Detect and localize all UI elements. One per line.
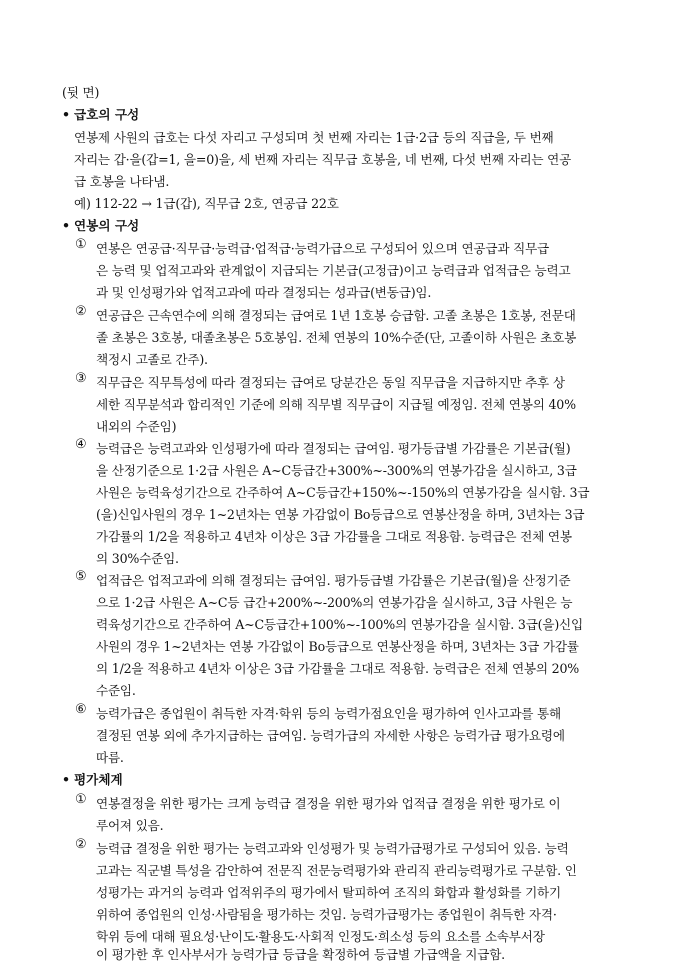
section-evaluation-heading (62, 769, 123, 788)
item-line: 연봉은 연공급·직무급·능력급·업적급·능력가급으로 구성되어 있으며 연공급과 직무급 (96, 241, 550, 256)
item-line: 졸 초봉은 3호봉, 대졸초봉은 5호봉임. 전체 연봉의 10%수준(단, 고졸이하 사원은 초호봉 (96, 330, 577, 345)
item-line: 내외의 수준임) (96, 419, 177, 434)
item-line: 능력급은 능력고과와 인성평가에 따라 결정되는 급여임. 평가등급별 가감률은 기본급(월) (96, 441, 571, 456)
eval-item-number-1: ① (75, 792, 87, 807)
section-grade-heading (62, 104, 139, 123)
item-line: 세한 직무분석과 합리적인 기준에 의해 직무별 직무급이 지급될 예정임. 전체 연봉의 40% (96, 397, 576, 412)
section-title: 평가체계 (74, 772, 123, 787)
item-line: (을)신입사원의 경우 1~2년차는 연봉 가감없이 Bo등급으로 연봉산정을 하며, 3년차는 3급 (96, 507, 585, 522)
paragraph-line: 연봉제 사원의 급호는 다섯 자리고 구성되며 첫 번째 자리는 1급·2급 등의 직급을, 두 번째 (74, 130, 554, 145)
item-line: 으로 1·2급 사원은 A~C등 급간+200%~-200%의 연봉가감을 실시하고, 3급 사원은 능 (96, 595, 573, 610)
section-title: 급호의 구성 (74, 107, 140, 122)
item-line: 사원은 능력육성기간으로 간주하여 A~C등급간+150%~-150%의 연봉가감을 실시함. 3급 (96, 485, 590, 500)
back-side-label: (뒷 면) (62, 85, 100, 100)
item-line: 연공급은 근속연수에 의해 결정되는 급여로 1년 1호봉 승급함. 고졸 초봉은 1호봉, 전문대 (96, 308, 576, 323)
item-line: 연봉결정을 위한 평가는 크게 능력급 결정을 위한 평가와 업적급 결정을 위한 평가로 이 (96, 796, 561, 811)
item-number-1: ① (75, 237, 87, 252)
item-number-5: ⑤ (75, 569, 87, 584)
item-line: 성평가는 과거의 능력과 업적위주의 평가에서 탈피하여 조직의 화합과 활성화를 기하기 (96, 885, 561, 900)
item-line: 수준임. (96, 683, 136, 698)
item-line: 업적급은 업적고과에 의해 결정되는 급여임. 평가등급별 가감률은 기본급(월)을 산정기준 (96, 573, 571, 588)
item-line: 은 능력 및 업적고과와 관계없이 지급되는 기본급(고정급)이고 능력급과 업적급은 능력고 (96, 263, 571, 278)
bullet-icon: • (62, 218, 71, 233)
item-line: 책정시 고졸로 간주). (96, 352, 208, 367)
item-line: 의 30%수준임. (96, 551, 179, 566)
paragraph-line: 급 호봉을 나타냄. (74, 174, 170, 189)
item-number-4: ④ (75, 437, 87, 452)
item-line: 이 평가한 후 인사부서가 능력가급 등급을 확정하여 등급별 가급액을 지급함. (96, 947, 505, 962)
item-line: 사원의 경우 1~2년차는 연봉 가감없이 Bo등급으로 연봉산정을 하며, 3년차는 3급 가감률 (96, 639, 579, 654)
item-line: 직무급은 직무특성에 따라 결정되는 급여로 당분간은 동일 직무급을 지급하지만 추후 상 (96, 375, 565, 390)
item-line: 의 1/2을 적용하고 4년차 이상은 3급 가감률을 그대로 적용함. 능력급은 전체 연봉의 20% (96, 661, 580, 676)
item-number-6: ⑥ (75, 702, 87, 717)
section-salary-heading (62, 215, 139, 234)
item-line: 학위 등에 대해 필요성·난이도·활용도·사회적 인정도·희소성 등의 요소를 소속부서장 (96, 929, 545, 944)
item-line: 능력급 결정을 위한 평가는 능력고과와 인성평가 및 능력가급평가로 구성되어 있음. 능력 (96, 841, 569, 856)
example-line: 예) 112-22 → 1급(갑), 직무급 2호, 연공급 22호 (74, 196, 339, 211)
eval-item-number-2: ② (75, 837, 87, 852)
item-line: 루어져 있음. (96, 818, 164, 833)
bullet-icon: • (62, 772, 71, 787)
item-line: 따름. (96, 750, 124, 765)
item-line: 위하여 종업원의 인성·사람됨을 평가하는 것임. 능력가급평가는 종업원이 취득한 자격· (96, 907, 557, 922)
item-line: 결정된 연봉 외에 추가지급하는 급여임. 능력가급의 자세한 사항은 능력가급 평가요령에 (96, 728, 565, 743)
bullet-icon: • (62, 107, 71, 122)
item-line: 가감률의 1/2을 적용하고 4년차 이상은 3급 가감률을 그대로 적용함. 능력급은 전체 연봉 (96, 529, 572, 544)
item-line: 과 및 인성평가와 업적고과에 따라 결정되는 성과급(변동급)임. (96, 285, 432, 300)
paragraph-line: 자리는 갑·을(갑=1, 을=0)을, 세 번째 자리는 직무급 호봉을, 네 번째, 다섯 번째 자리는 연공 (74, 152, 572, 167)
item-line: 력육성기간으로 간주하여 A~C등급간+100%~-100%의 연봉가감을 실시함. 3급(을)신입 (96, 617, 583, 632)
item-line: 능력가급은 종업원이 취득한 자격·학위 등의 능력가점요인을 평가하여 인사고과를 통해 (96, 706, 561, 721)
item-line: 고과는 직군별 특성을 감안하여 전문직 전문능력평가와 관리직 관리능력평가로 구분함. 인 (96, 863, 577, 878)
section-title: 연봉의 구성 (74, 218, 140, 233)
item-number-3: ③ (75, 371, 87, 386)
item-number-2: ② (75, 304, 87, 319)
item-line: 을 산정기준으로 1·2급 사원은 A~C등급간+300%~-300%의 연봉가감을 실시하고, 3급 (96, 463, 577, 478)
